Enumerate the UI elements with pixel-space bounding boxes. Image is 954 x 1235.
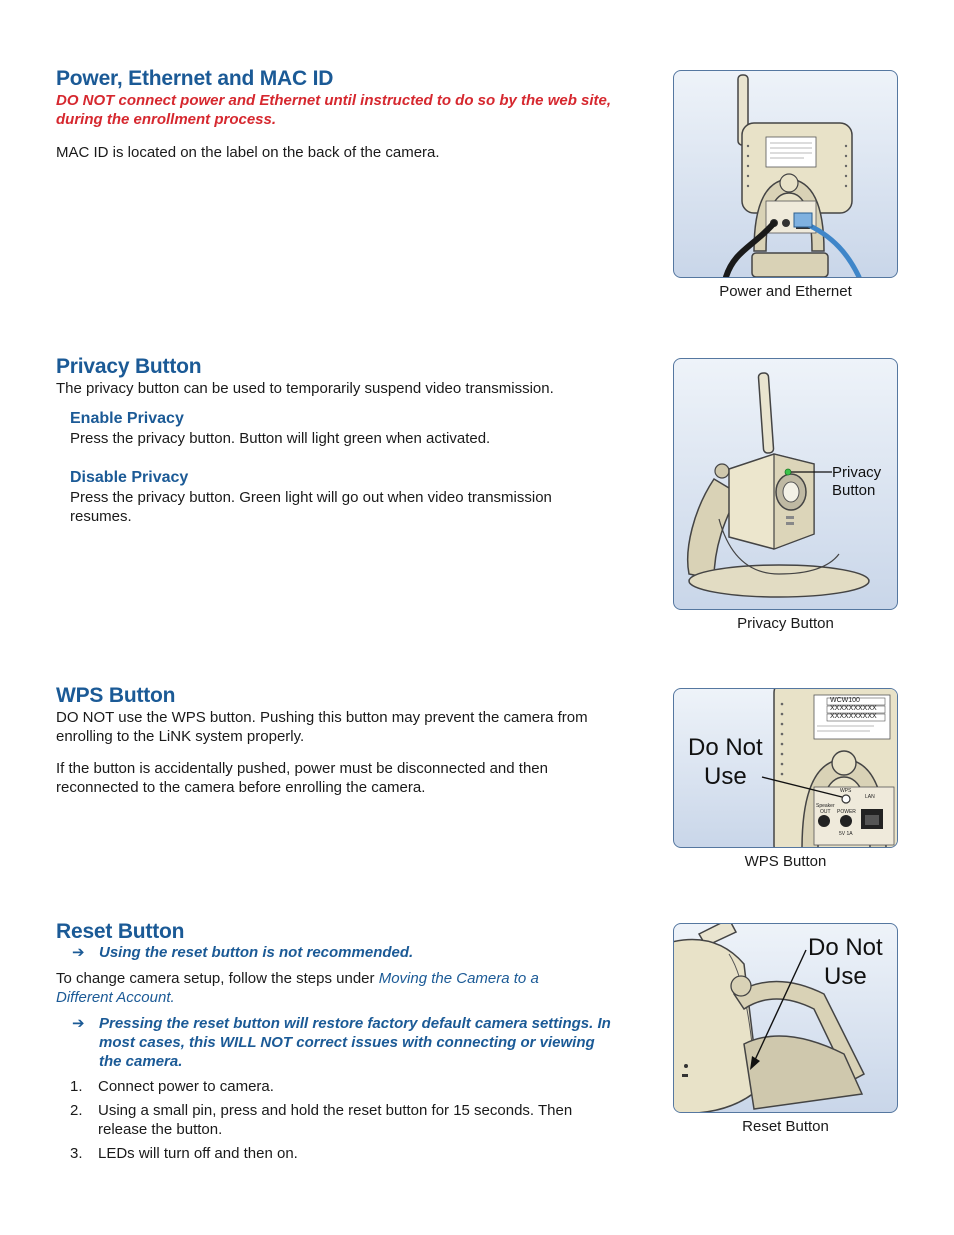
- wps-para1: DO NOT use the WPS button. Pushing this button may prevent the camera from enrolling to the LiNK system properly.: [56, 709, 588, 745]
- reset-callout: [808, 933, 883, 991]
- power-heading: Power, Ethernet and MAC ID: [56, 67, 334, 90]
- power-ethernet-image: [673, 70, 898, 278]
- enable-privacy-heading: Enable Privacy: [70, 410, 184, 427]
- step-text: Connect power to camera.: [98, 1078, 274, 1095]
- step-number: 3.: [70, 1145, 83, 1162]
- wps-callout-line2: Use: [704, 763, 747, 790]
- privacy-heading: Privacy Button: [56, 355, 202, 378]
- reset-para-text: To change camera setup, follow the steps under: [56, 970, 379, 987]
- step-number: 2.: [70, 1102, 83, 1119]
- arrow-icon: ➔: [72, 1014, 85, 1032]
- disable-privacy-body: Press the privacy button. Green light will go out when video transmission resumes.: [70, 489, 552, 525]
- speaker-port-label: Speaker: [816, 803, 835, 809]
- wps-callout-line1: Do Not: [688, 734, 763, 761]
- camera-back-illustration: [674, 71, 897, 277]
- wps-para2: If the button is accidentally pushed, power must be disconnected and then reconnected to the camera before enrolling the camera.: [56, 760, 548, 796]
- power-body: MAC ID is located on the label on the back of the camera.: [56, 144, 440, 161]
- step-number: 1.: [70, 1078, 83, 1095]
- privacy-callout-line1: Privacy: [832, 464, 882, 481]
- moving-camera-link[interactable]: Moving the Camera to a Different Account.: [56, 970, 539, 1006]
- wps-callout: [688, 733, 763, 791]
- wps-label-mac: XXXXXXXXXX: [830, 713, 877, 720]
- reset-note1: Using the reset button is not recommended.: [99, 944, 414, 961]
- list-item: [70, 1144, 610, 1163]
- step-text: Using a small pin, press and hold the reset button for 15 seconds. Then release the button.: [98, 1102, 573, 1138]
- reset-caption: Reset Button: [742, 1118, 829, 1135]
- reset-heading: Reset Button: [56, 920, 185, 943]
- reset-callout-line2: Use: [824, 963, 867, 990]
- arrow-icon: ➔: [72, 943, 85, 961]
- power-port-label: POWER: [837, 809, 856, 815]
- power-caption: Power and Ethernet: [719, 283, 852, 300]
- reset-para: [56, 969, 596, 1007]
- wps-label-serial: XXXXXXXXXX: [830, 705, 877, 712]
- list-item: [70, 1077, 610, 1096]
- wps-caption: WPS Button: [744, 853, 827, 870]
- power-volt-label: 5V 1A: [839, 831, 853, 837]
- reset-callout-line1: Do Not: [808, 934, 883, 961]
- list-item: [70, 1101, 610, 1139]
- enable-privacy-body: Press the privacy button. Button will light green when activated.: [70, 430, 491, 447]
- privacy-callout-line2: Button: [832, 482, 876, 499]
- wps-port-label: WPS: [840, 788, 852, 794]
- reset-steps-list: [70, 1077, 610, 1168]
- power-warning: DO NOT connect power and Ethernet until instructed to do so by the web site, during the enrollment process.: [56, 92, 612, 128]
- lan-port-label: LAN: [865, 794, 875, 800]
- wps-heading: WPS Button: [56, 684, 176, 707]
- reset-note2: Pressing the reset button will restore factory default camera settings. In most cases, this WILL NOT correct issues with connecting or viewing the camera.: [99, 1015, 611, 1070]
- speaker-out-label: OUT: [820, 809, 831, 815]
- privacy-caption: Privacy Button: [737, 615, 834, 632]
- privacy-callout: [832, 464, 881, 500]
- wps-label-model: WCW100: [830, 697, 860, 704]
- step-text: LEDs will turn off and then on.: [98, 1145, 298, 1162]
- disable-privacy-heading: Disable Privacy: [70, 469, 189, 486]
- privacy-intro: The privacy button can be used to temporarily suspend video transmission.: [56, 380, 554, 397]
